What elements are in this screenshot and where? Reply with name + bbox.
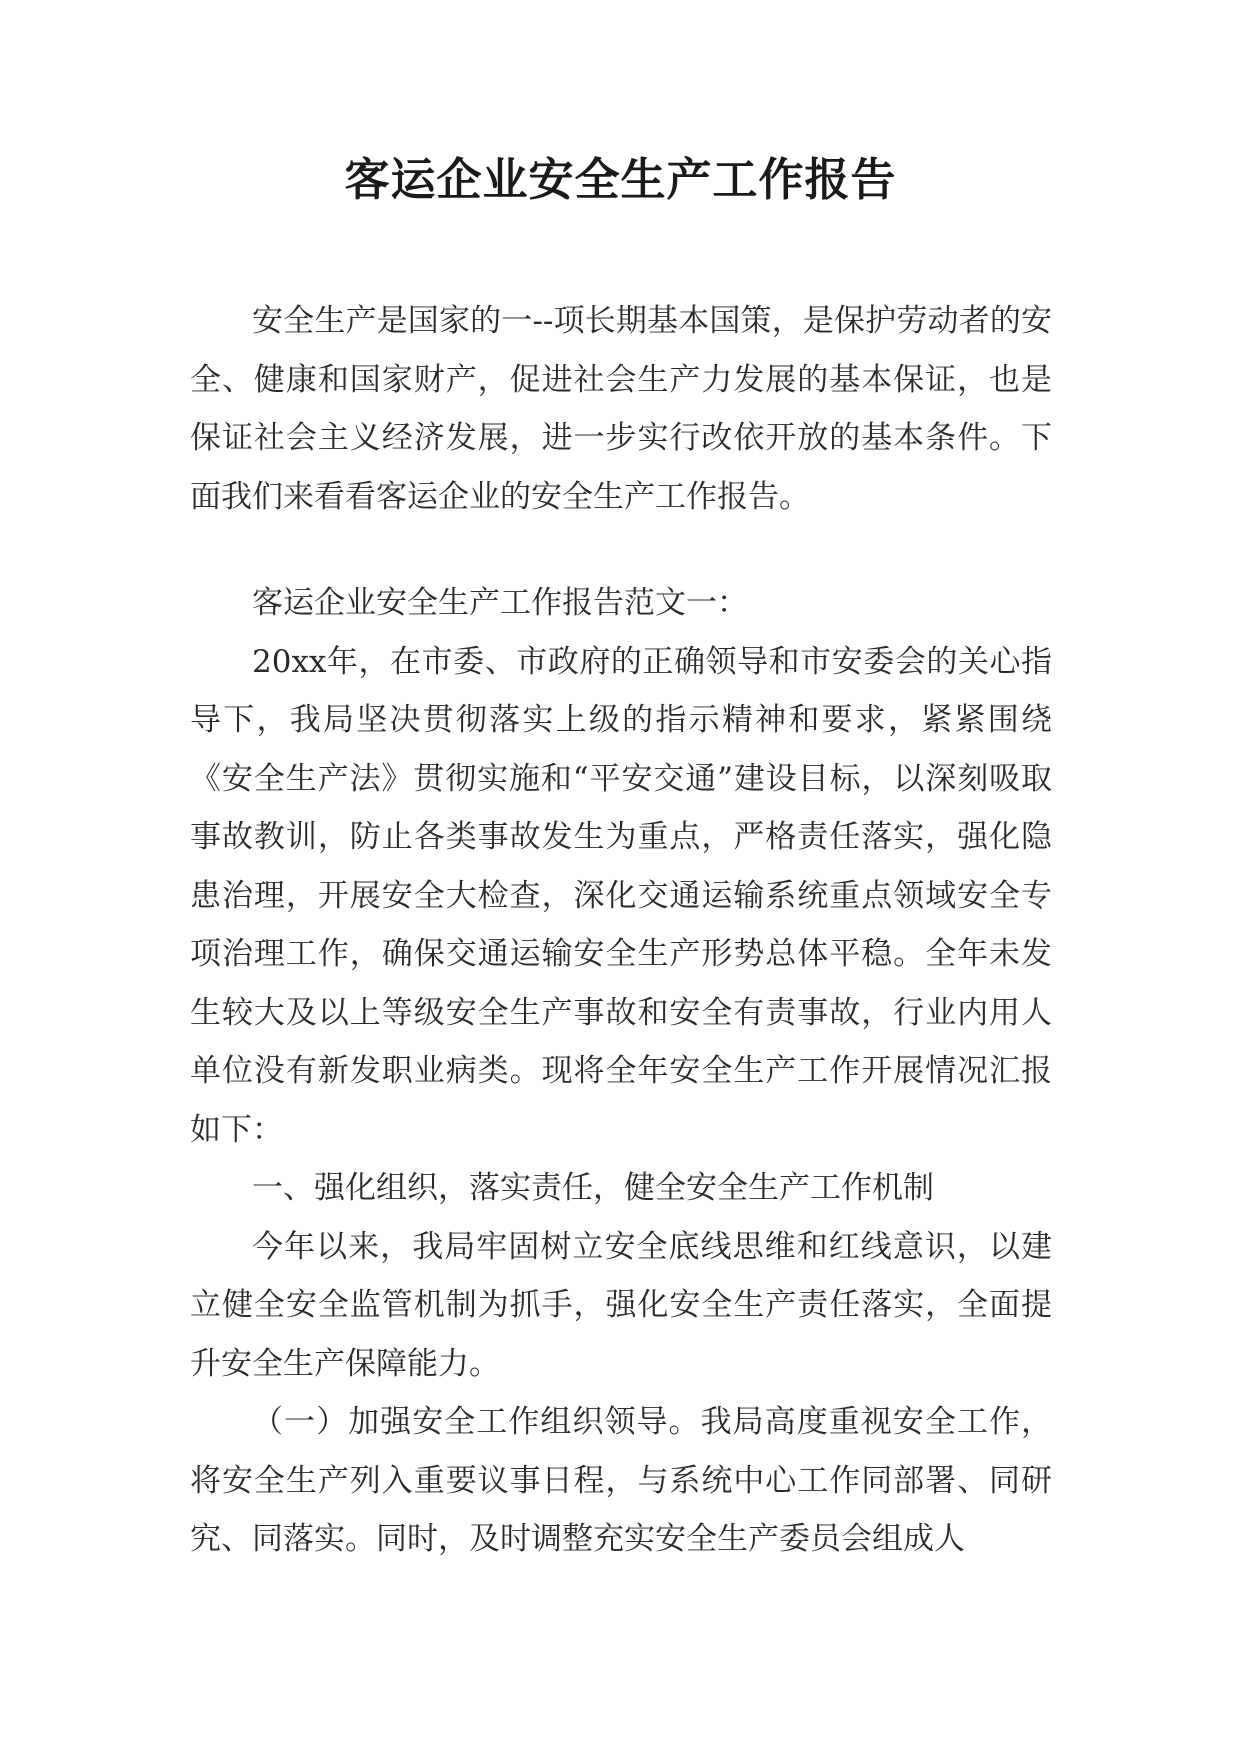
body-paragraph: 20xx年，在市委、市政府的正确领导和市安委会的关心指导下，我局坚决贯彻落实上级的指示精神和要求，紧紧围绕《安全生产法》贯彻实施和“平安交通”建设目标，以深刻吸取事故教训，防止各类事故发生为重点，严格责任落实，强化隐患治理，开展安全大检查，深化交通运输系统重点领域安全专项治理工作，确保交通运输安全生产形势总体平稳。全年未发生较大及以上等级安全生产事故和安全有责事故，行业内用人单位没有新发职业病类。现将全年安全生产工作开展情况汇报如下： [190,643,1052,1148]
intro-paragraph: 安全生产是国家的一--项长期基本国策，是保护劳动者的安全、健康和国家财产，促进社会生产力发展的基本保证，也是保证社会主义经济发展，进一步实行改依开放的基本条件。下面我们来看看客运企业的安全生产工作报告。 [190,303,1052,515]
section-heading-sample-one: 客运企业安全生产工作报告范文一： [252,585,748,621]
intro-section [190,292,1052,526]
body-paragraph: （一）加强安全工作组织领导。我局高度重视安全工作，将安全生产列入重要议事日程，与系统中心工作同部署、同研究、同落实。同时，及时调整充实安全生产委员会组成人 [190,1404,1052,1557]
document-title: 客运企业安全生产工作报告 [344,153,897,206]
body-paragraph: 今年以来，我局牢固树立安全底线思维和红线意识，以建立健全安全监管机制为抓手，强化安全生产责任落实，全面提升安全生产保障能力。 [190,1228,1052,1382]
report-body [190,574,1052,1569]
section-heading-organization: 一、强化组织，落实责任，健全安全生产工作机制 [252,1170,934,1206]
